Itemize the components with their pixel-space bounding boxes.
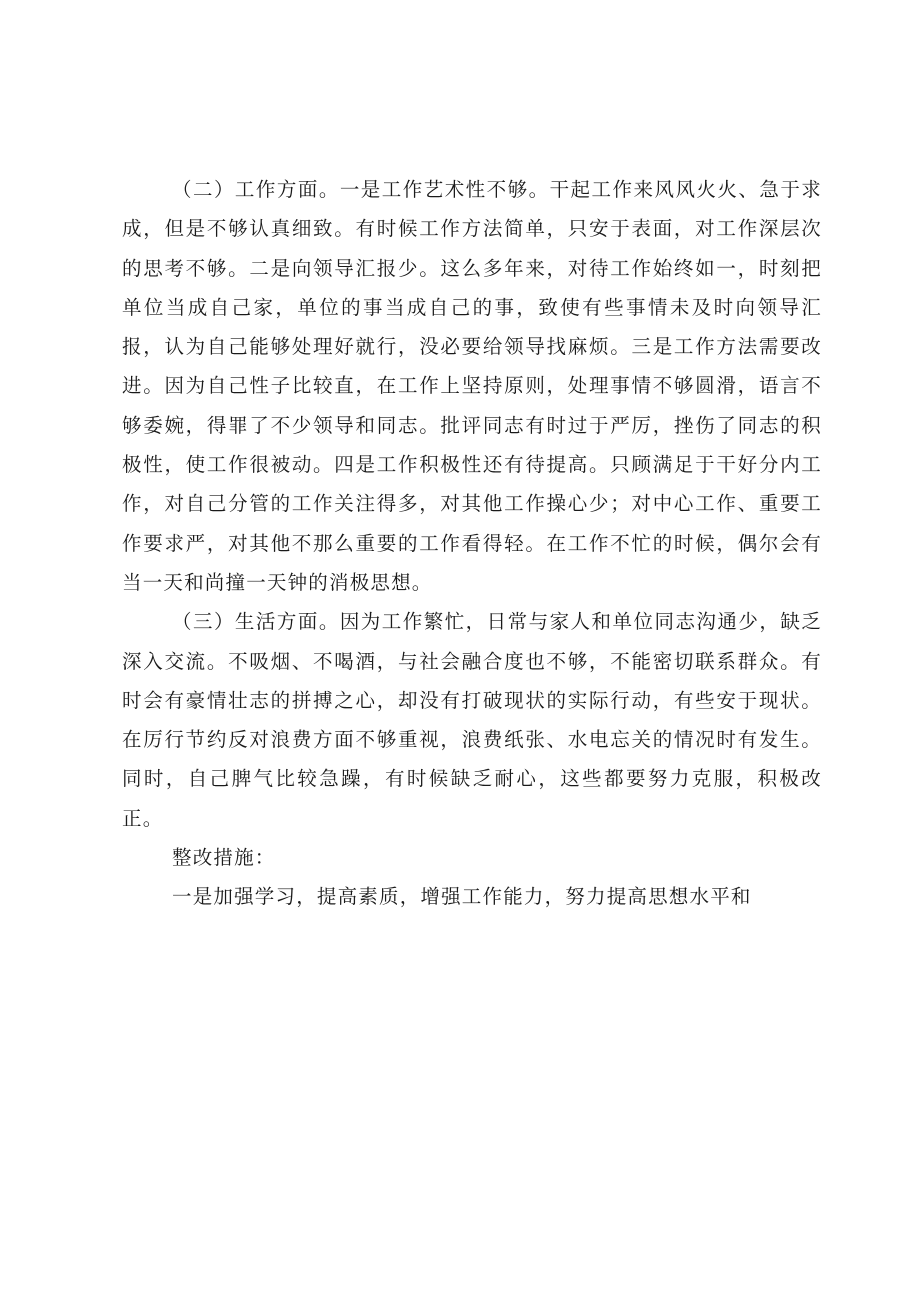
rectification-item-1: 一是加强学习，提高素质，增强工作能力，努力提高思想水平和 — [172, 885, 752, 909]
paragraph-life-aspect: （三）生活方面。因为工作繁忙，日常与家人和单位同志沟通少，缺乏深入交流。不吸烟、不喝酒，与社会融合度也不够，不能密切联系群众。有时会有豪情壮志的拼搏之心，却没有打破现状的实际行动，有些安于现状。在厉行节约反对浪费方面不够重视，浪费纸张、水电忘关的情况时有发生。同时，自己脾气比较急躁，有时候缺乏耐心，这些都要努力克服，积极改正。 — [122, 610, 822, 830]
document-body — [122, 170, 822, 917]
paragraph-work-aspect: （二）工作方面。一是工作艺术性不够。干起工作来风风火火、急于求成，但是不够认真细致。有时候工作方法简单，只安于表面，对工作深层次的思考不够。二是向领导汇报少。这么多年来，对待工作始终如一，时刻把单位当成自己家，单位的事当成自己的事，致使有些事情未及时向领导汇报，认为自己能够处理好就行，没必要给领导找麻烦。三是工作方法需要改进。因为自己性子比较直，在工作上坚持原则，处理事情不够圆滑，语言不够委婉，得罪了不少领导和同志。批评同志有时过于严厉，挫伤了同志的积极性，使工作很被动。四是工作积极性还有待提高。只顾满足于干好分内工作，对自己分管的工作关注得多，对其他工作操心少；对中心工作、重要工作要求严，对其他不那么重要的工作看得轻。在工作不忙的时候，偶尔会有当一天和尚撞一天钟的消极思想。 — [122, 178, 822, 594]
rectification-heading: 整改措施： — [172, 846, 276, 870]
